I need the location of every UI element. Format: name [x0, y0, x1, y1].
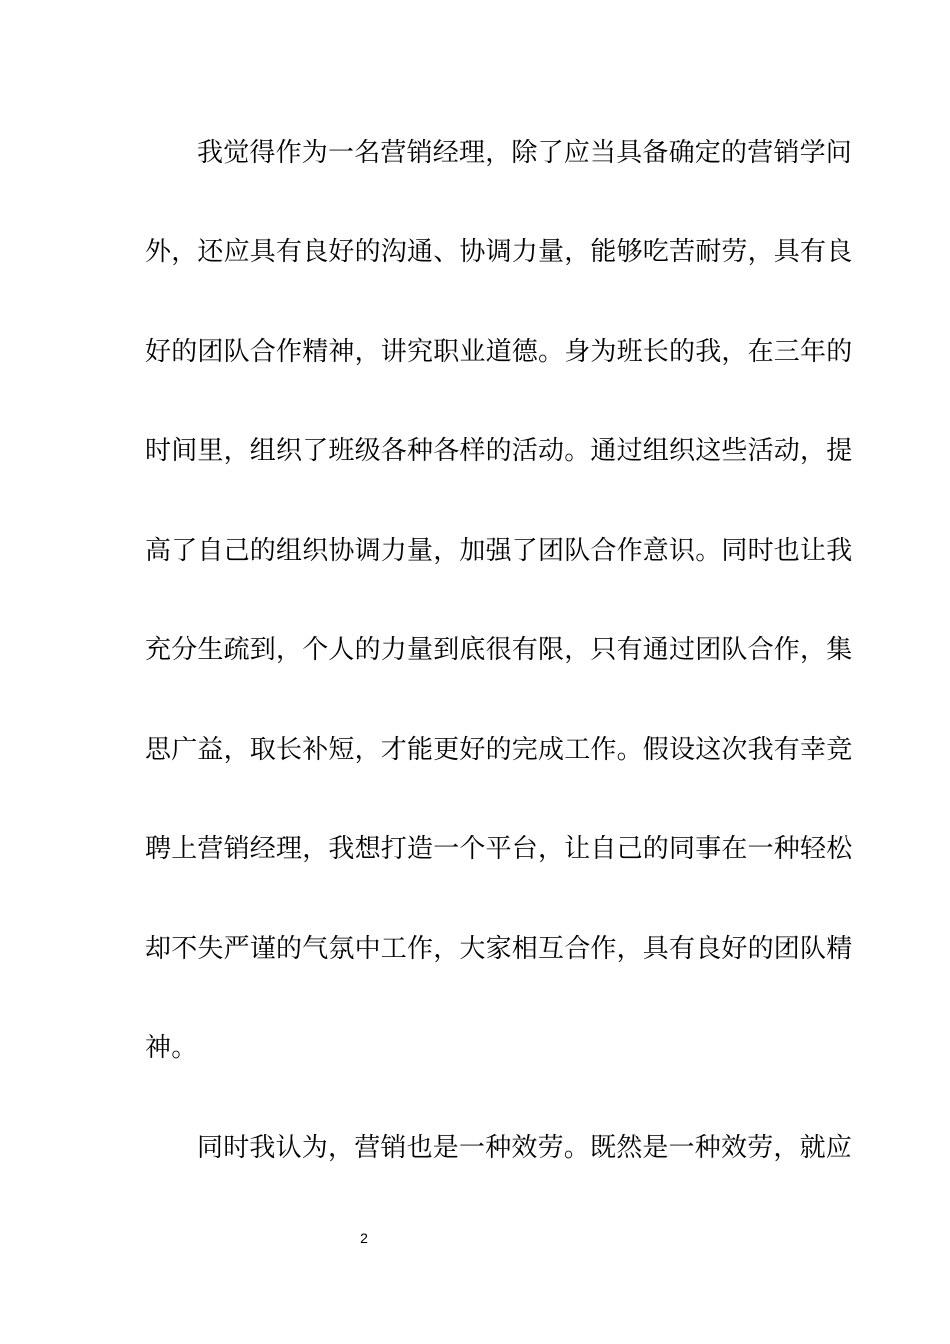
paragraph-1-line-4: 时间里，组织了班级各种各样的活动。通过组织这些活动，提 — [145, 436, 853, 466]
paragraph-2-line-1: 同时我认为，营销也是一种效劳。既然是一种效劳，就应 — [197, 1133, 853, 1163]
paragraph-1-line-2: 外，还应具有良好的沟通、协调力量，能够吃苦耐劳，具有良 — [145, 237, 853, 267]
paragraph-1-line-9: 却不失严谨的气氛中工作，大家相互合作，具有良好的团队精 — [145, 934, 853, 964]
paragraph-1-line-8: 聘上营销经理，我想打造一个平台，让自己的同事在一种轻松 — [145, 834, 853, 864]
paragraph-1-line-3: 好的团队合作精神，讲究职业道德。身为班长的我，在三年的 — [145, 337, 853, 367]
paragraph-1-line-5: 高了自己的组织协调力量，加强了团队合作意识。同时也让我 — [145, 536, 853, 566]
page-number: 2 — [360, 1230, 368, 1246]
paragraph-1-line-7: 思广益，取长补短，才能更好的完成工作。假设这次我有幸竞 — [145, 735, 853, 765]
paragraph-1-line-10: 神。 — [145, 1033, 198, 1063]
paragraph-1-line-6: 充分生疏到，个人的力量到底很有限，只有通过团队合作，集 — [145, 635, 853, 665]
paragraph-1-line-1: 我觉得作为一名营销经理，除了应当具备确定的营销学问 — [197, 138, 853, 168]
